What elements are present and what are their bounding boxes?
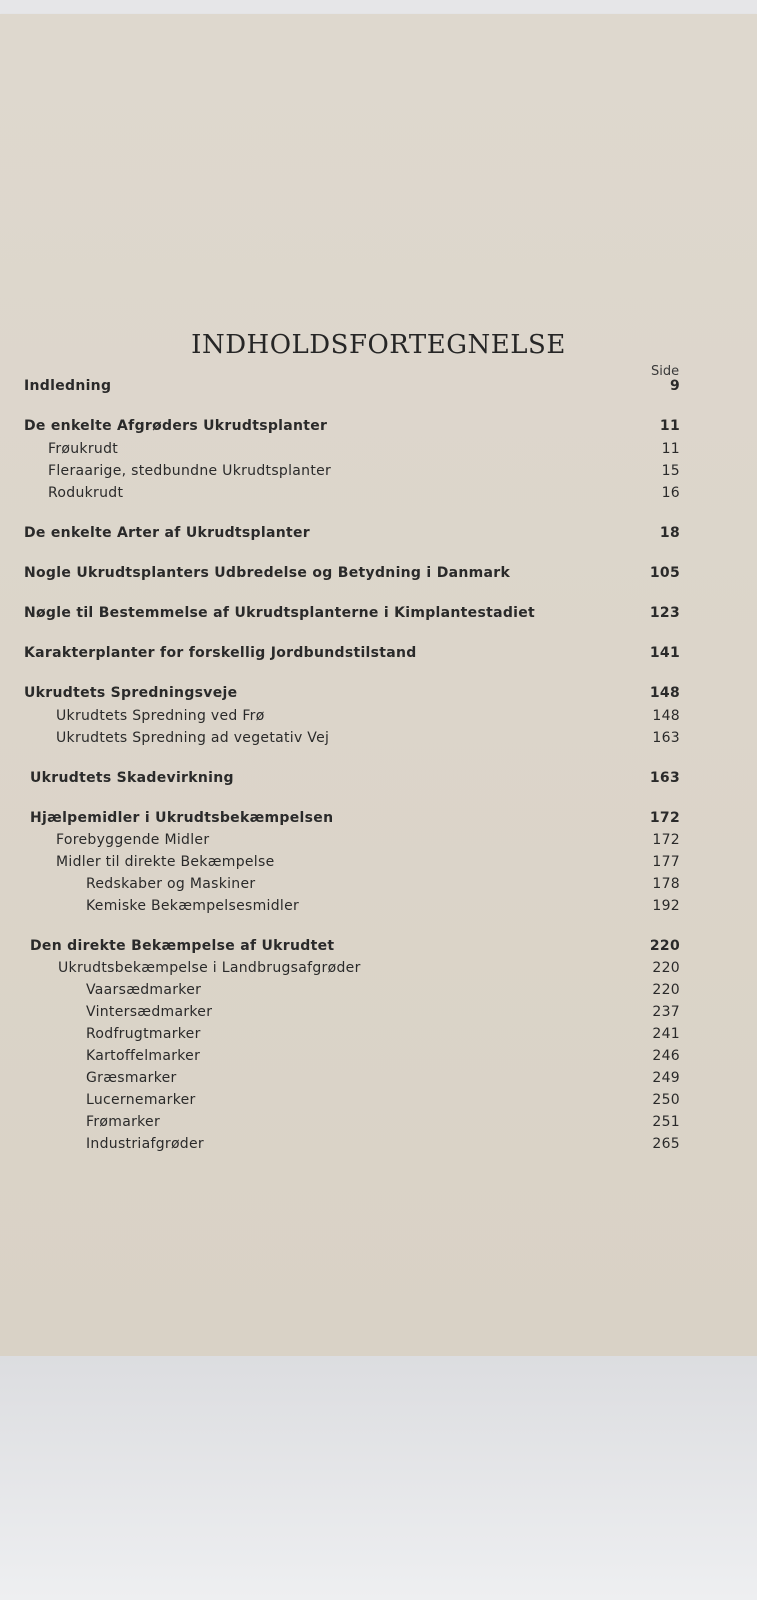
- leader-dots: [196, 1118, 630, 1132]
- leader-dots: [152, 489, 630, 503]
- toc-entry-label: Den direkte Bekæmpelse af Ukrudtet: [30, 938, 335, 954]
- toc-entry-label: Ukrudtsbekæmpelse i Landbrugsafgrøder: [58, 960, 361, 976]
- toc-entry-label: Rodfrugtmarker: [86, 1026, 201, 1042]
- toc-entry-page: 237: [652, 1004, 680, 1020]
- leader-dots: [250, 986, 630, 1000]
- toc-entry-page: 11: [661, 441, 680, 457]
- toc-entry-label: Græsmarker: [86, 1070, 177, 1086]
- toc-entry: [0, 485, 757, 507]
- toc-entry-page: 141: [649, 645, 680, 661]
- toc-entry: [0, 770, 757, 792]
- background-surface: [0, 1356, 757, 1600]
- leader-dots: [356, 529, 630, 543]
- toc-entry: [0, 1092, 757, 1114]
- leader-dots: [356, 814, 630, 828]
- leader-dots: [148, 382, 628, 396]
- toc-entry: [0, 441, 757, 463]
- leader-dots: [398, 467, 630, 481]
- toc-entry-label: Ukrudtets Spredning ved Frø: [56, 708, 265, 724]
- toc-entry-page: 250: [652, 1092, 680, 1108]
- toc-entry: [0, 378, 757, 400]
- toc-entry-label: Rodukrudt: [48, 485, 124, 501]
- toc-entry: [0, 960, 757, 982]
- leader-dots: [354, 902, 630, 916]
- toc-entry-page: 220: [652, 982, 680, 998]
- leader-dots: [260, 774, 630, 788]
- toc-entry-label: Frøukrudt: [48, 441, 119, 457]
- toc-entry-label: De enkelte Afgrøders Ukrudtsplanter: [24, 418, 328, 434]
- leader-dots: [274, 689, 630, 703]
- toc-entry: [0, 1070, 757, 1092]
- toc-entry-page: 265: [652, 1136, 680, 1152]
- toc-entry-page: 148: [649, 685, 680, 701]
- toc-entry: [0, 1136, 757, 1158]
- toc-entry-page: 177: [652, 854, 680, 870]
- leader-dots: [250, 1008, 630, 1022]
- leader-dots: [148, 445, 630, 459]
- toc-entry-label: Kemiske Bekæmpelsesmidler: [86, 898, 300, 914]
- leader-dots: [256, 836, 630, 850]
- toc-entry: [0, 1004, 757, 1026]
- leader-dots: [240, 1140, 630, 1154]
- leader-dots: [250, 1030, 630, 1044]
- side-column-label: Side: [651, 364, 680, 379]
- toc-entry: [0, 645, 757, 667]
- toc-entry-label: Industriafgrøder: [86, 1136, 204, 1152]
- toc-entry-page: 18: [659, 525, 680, 541]
- toc-entry: [0, 463, 757, 485]
- toc-entry-label: Kartoffelmarker: [86, 1048, 201, 1064]
- toc-entry: [0, 418, 757, 440]
- toc-entry-label: Redskaber og Maskiner: [86, 876, 256, 892]
- toc-entry-label: Karakterplanter for forskellig Jordbundstilstand: [24, 645, 417, 661]
- toc-entry-page: 220: [649, 938, 680, 954]
- toc-entry-label: Ukrudtets Spredning ad vegetativ Vej: [56, 730, 330, 746]
- toc-entry: [0, 876, 757, 898]
- toc-entry-label: Ukrudtets Skadevirkning: [30, 770, 234, 786]
- toc-entry-label: Vintersædmarker: [86, 1004, 213, 1020]
- toc-entry: [0, 832, 757, 854]
- toc-entry-page: 148: [652, 708, 680, 724]
- toc-entry-label: Indledning: [24, 378, 112, 394]
- leader-dots: [330, 712, 630, 726]
- leader-dots: [580, 609, 628, 623]
- toc-entry-page: 105: [649, 565, 680, 581]
- leader-dots: [572, 569, 630, 583]
- leader-dots: [250, 1052, 630, 1066]
- toc-entry: [0, 938, 757, 960]
- leader-dots: [426, 964, 630, 978]
- toc-entry-page: 163: [649, 770, 680, 786]
- leader-dots: [300, 880, 630, 894]
- toc-entry-page: 172: [649, 810, 680, 826]
- toc-entry-page: 123: [649, 605, 680, 621]
- toc-entry-label: Midler til direkte Bekæmpelse: [56, 854, 275, 870]
- leader-dots: [460, 649, 630, 663]
- leader-dots: [356, 942, 630, 956]
- toc-entry: [0, 898, 757, 920]
- toc-entry: [0, 685, 757, 707]
- toc-entry-label: De enkelte Arter af Ukrudtsplanter: [24, 525, 310, 541]
- toc-entry: [0, 525, 757, 547]
- toc-entry-label: Fleraarige, stedbundne Ukrudtsplanter: [48, 463, 332, 479]
- toc-entry-page: 178: [652, 876, 680, 892]
- toc-entry-label: Vaarsædmarker: [86, 982, 202, 998]
- toc-entry: [0, 1026, 757, 1048]
- leader-dots: [210, 1074, 630, 1088]
- toc-entry-page: 249: [652, 1070, 680, 1086]
- toc-entry-page: 246: [652, 1048, 680, 1064]
- toc-entry-page: 220: [652, 960, 680, 976]
- leader-dots: [336, 858, 630, 872]
- toc-entry-page: 9: [669, 378, 680, 394]
- toc-entry: [0, 730, 757, 752]
- page-title: INDHOLDSFORTEGNELSE: [191, 330, 566, 360]
- toc-entry: [0, 565, 757, 587]
- toc-entry-label: Hjælpemidler i Ukrudtsbekæmpelsen: [30, 810, 334, 826]
- toc-entry-page: 241: [652, 1026, 680, 1042]
- toc-entry-page: 11: [659, 418, 680, 434]
- leader-dots: [230, 1096, 630, 1110]
- toc-entry-label: Nogle Ukrudtsplanters Udbredelse og Betydning i Danmark: [24, 565, 511, 581]
- toc-entry-page: 15: [661, 463, 680, 479]
- toc-entry: [0, 1114, 757, 1136]
- leader-dots: [408, 734, 630, 748]
- toc-entry-page: 163: [652, 730, 680, 746]
- toc-entry-label: Frømarker: [86, 1114, 161, 1130]
- toc-entry: [0, 854, 757, 876]
- toc-entry-page: 192: [652, 898, 680, 914]
- toc-entry: [0, 708, 757, 730]
- toc-entry: [0, 1048, 757, 1070]
- toc-entry: [0, 982, 757, 1004]
- leader-dots: [370, 422, 630, 436]
- toc-entry-label: Nøgle til Bestemmelse af Ukrudtsplanterne i Kimplantestadiet: [24, 605, 536, 621]
- toc-entry: [0, 810, 757, 832]
- toc-entry-label: Forebyggende Midler: [56, 832, 210, 848]
- toc-entry-label: Lucernemarker: [86, 1092, 196, 1108]
- toc-entry-page: 16: [661, 485, 680, 501]
- toc-entry: [0, 605, 757, 627]
- toc-entry-label: Ukrudtets Spredningsveje: [24, 685, 238, 701]
- toc-entry-page: 172: [652, 832, 680, 848]
- toc-entry-page: 251: [652, 1114, 680, 1130]
